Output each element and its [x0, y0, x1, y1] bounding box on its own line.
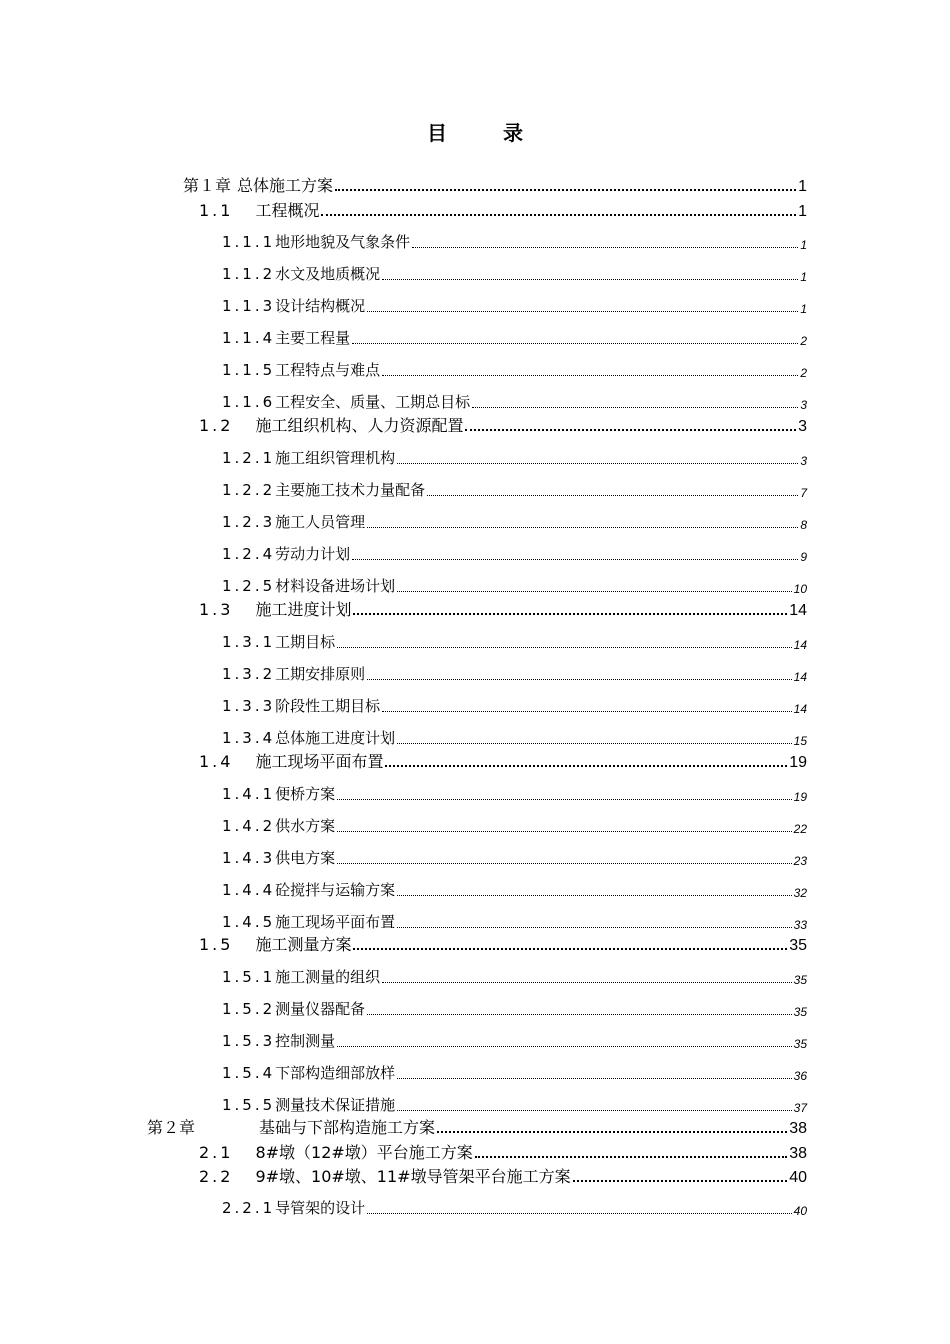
toc-entry[interactable] — [199, 197, 807, 221]
toc-entry-number: 1.1 — [199, 201, 234, 220]
toc-entry-number: 1.1.4 — [222, 329, 276, 347]
toc-page-number: 14 — [793, 670, 807, 684]
toc-entry-label — [222, 727, 395, 748]
toc-leader-dots — [335, 188, 796, 191]
toc-leader-dots — [367, 678, 791, 680]
toc-entry-label — [222, 1062, 395, 1083]
toc-entry[interactable] — [147, 1114, 807, 1138]
toc-entry-label — [222, 1030, 335, 1051]
toc-entry-number: 1.2.5 — [222, 577, 276, 595]
toc-page-number: 37 — [793, 1101, 807, 1115]
toc-entry[interactable] — [222, 660, 807, 684]
toc-page-number: 40 — [793, 1204, 807, 1218]
toc-leader-dots — [321, 213, 796, 216]
toc-entry-number: 1.3.3 — [222, 697, 276, 715]
toc-entry-number: 1.1.2 — [222, 265, 276, 283]
toc-entry-title: 便桥方案 — [275, 785, 336, 803]
toc-entry-number: 1.1.6 — [222, 393, 276, 411]
toc-entry-number: 1.4 — [199, 752, 234, 771]
toc-leader-dots — [437, 1130, 787, 1133]
toc-entry-number: 1.3.4 — [222, 729, 276, 747]
toc-leader-dots — [337, 1045, 791, 1047]
toc-leader-dots — [353, 612, 787, 615]
toc-entry-label — [222, 998, 365, 1019]
toc-entry-title: 工程安全、质量、工期总目标 — [275, 393, 471, 411]
toc-entry-number: 1.4.3 — [222, 849, 276, 867]
toc-page-number: 14 — [789, 602, 807, 619]
toc-entry-label — [222, 911, 395, 932]
toc-entry-title: 劳动力计划 — [275, 545, 351, 563]
toc-entry-label — [222, 511, 365, 532]
toc-page-number: 15 — [793, 734, 807, 748]
toc-entry-number: 1.1.5 — [222, 361, 276, 379]
toc-entry[interactable] — [222, 508, 807, 532]
page-title: 目 录 — [427, 121, 541, 145]
toc-entry-label — [199, 932, 351, 955]
toc-entry-title: 施工现场平面布置 — [275, 913, 396, 931]
toc-entry-label — [147, 1115, 435, 1138]
toc-entry[interactable] — [222, 876, 807, 900]
toc-entry-number: 1.2.2 — [222, 481, 276, 499]
toc-entry[interactable] — [222, 1027, 807, 1051]
toc-entry[interactable] — [183, 172, 807, 196]
toc-entry-label — [222, 631, 335, 652]
toc-page-number: 19 — [789, 754, 807, 771]
toc-entry-number: 1.1.1 — [222, 233, 276, 251]
toc-leader-dots — [465, 428, 796, 431]
toc-entry-number: 1.3.1 — [222, 633, 276, 651]
toc-entry-number: 1.4.5 — [222, 913, 276, 931]
toc-entry-title: 导管架的设计 — [275, 1199, 366, 1217]
toc-entry-title: 砼搅拌与运输方案 — [275, 881, 396, 899]
toc-entry[interactable] — [199, 412, 807, 436]
toc-entry-title: 施工组织机构、人力资源配置 — [255, 416, 464, 435]
toc-entry-title: 总体施工进度计划 — [275, 729, 396, 747]
toc-entry-title: 下部构造细部放样 — [275, 1064, 396, 1082]
toc-entry-title: 水文及地质概况 — [275, 265, 381, 283]
toc-entry[interactable] — [199, 748, 807, 772]
toc-leader-dots — [573, 1179, 788, 1182]
toc-entry-number: 第２章 — [147, 1118, 196, 1137]
toc-entry[interactable] — [222, 844, 807, 868]
toc-entry[interactable] — [222, 228, 807, 252]
toc-page-number: 7 — [800, 486, 807, 500]
toc-entry[interactable] — [199, 1163, 807, 1187]
toc-entry[interactable] — [222, 572, 807, 596]
toc-page-number: 1 — [800, 302, 807, 316]
toc-entry[interactable] — [222, 995, 807, 1019]
toc-page-number: 32 — [793, 886, 807, 900]
toc-entry-title: 施工组织管理机构 — [275, 449, 396, 467]
toc-entry[interactable] — [222, 628, 807, 652]
toc-entry-title: 供电方案 — [275, 849, 336, 867]
toc-entry-title: 施工进度计划 — [255, 600, 352, 619]
toc-entry[interactable] — [222, 260, 807, 284]
toc-page-number: 3 — [800, 398, 807, 412]
toc-page-number: 1 — [798, 178, 807, 195]
toc-leader-dots — [397, 742, 791, 744]
toc-page-number: 35 — [793, 1037, 807, 1051]
toc-entry-label — [183, 173, 333, 196]
toc-entry-title: 测量技术保证措施 — [275, 1096, 396, 1114]
toc-entry[interactable] — [199, 596, 807, 620]
toc-page-number: 3 — [798, 418, 807, 435]
toc-leader-dots — [367, 310, 798, 312]
toc-leader-dots — [367, 1212, 791, 1214]
toc-leader-dots — [475, 1155, 787, 1158]
toc-leader-dots — [337, 862, 791, 864]
toc-page-number: 22 — [793, 822, 807, 836]
toc-entry-number: 1.1.3 — [222, 297, 276, 315]
toc-entry[interactable] — [222, 388, 807, 412]
toc-page-number: 9 — [800, 550, 807, 564]
toc-leader-dots — [367, 526, 798, 528]
toc-entry-title: 主要工程量 — [275, 329, 351, 347]
toc-entry-label — [222, 447, 395, 468]
toc-entry-title: 总体施工方案 — [237, 176, 334, 195]
toc-entry-number: 1.2.4 — [222, 545, 276, 563]
toc-leader-dots — [385, 764, 787, 767]
toc-entry[interactable] — [222, 324, 807, 348]
toc-leader-dots — [397, 1077, 791, 1079]
toc-page-number: 1 — [800, 270, 807, 284]
toc-leader-dots — [337, 646, 791, 648]
toc-entry-label — [222, 479, 425, 500]
toc-entry[interactable] — [222, 963, 807, 987]
toc-page-number: 38 — [789, 1120, 807, 1137]
toc-entry-label — [222, 575, 395, 596]
toc-entry-title: 工期目标 — [275, 633, 336, 651]
toc-page-number: 38 — [789, 1145, 807, 1162]
toc-entry-label — [199, 1140, 473, 1163]
toc-entry[interactable] — [222, 292, 807, 316]
toc-entry-title: 控制测量 — [275, 1032, 336, 1050]
toc-page-number: 3 — [800, 454, 807, 468]
toc-page-number: 33 — [793, 918, 807, 932]
toc-entry-number: 1.2.3 — [222, 513, 276, 531]
toc-entry-number: 1.3 — [199, 600, 234, 619]
toc-entry-label — [222, 663, 365, 684]
toc-entry[interactable] — [199, 1139, 807, 1163]
toc-entry[interactable] — [222, 476, 807, 500]
toc-page-number: 2 — [800, 334, 807, 348]
toc-page-number: 8 — [800, 518, 807, 532]
toc-entry-label — [199, 413, 463, 436]
toc-leader-dots — [472, 406, 798, 408]
toc-entry-number: 2.2.1 — [222, 1199, 276, 1217]
toc-page-number: 1 — [800, 238, 807, 252]
toc-entry-number: 1.5.5 — [222, 1096, 276, 1114]
toc-leader-dots — [352, 342, 798, 344]
toc-entry-label — [222, 359, 380, 380]
toc-entry-label — [222, 695, 380, 716]
toc-entry-number: 2.2 — [199, 1167, 234, 1186]
toc-page-number: 1 — [798, 203, 807, 220]
toc-entry[interactable] — [222, 1194, 807, 1218]
toc-page-number: 35 — [793, 1005, 807, 1019]
toc-leader-dots — [382, 710, 791, 712]
toc-entry-label — [222, 327, 350, 348]
toc-entry[interactable] — [222, 1059, 807, 1083]
toc-entry-number: 1.5.1 — [222, 968, 276, 986]
toc-leader-dots — [367, 1013, 791, 1015]
toc-leader-dots — [382, 374, 798, 376]
toc-entry-label — [222, 263, 380, 284]
toc-entry-label — [222, 1094, 395, 1115]
toc-page-number: 19 — [793, 790, 807, 804]
toc-leader-dots — [397, 926, 791, 928]
toc-entry[interactable] — [222, 780, 807, 804]
toc-leader-dots — [382, 278, 798, 280]
toc-entry[interactable] — [222, 540, 807, 564]
toc-entry-label — [222, 1197, 365, 1218]
toc-leader-dots — [397, 462, 798, 464]
toc-entry-title: 施工测量的组织 — [275, 968, 381, 986]
toc-leader-dots — [397, 1109, 791, 1111]
toc-page-number: 10 — [793, 582, 807, 596]
toc-entry-title: 工程概况 — [255, 201, 320, 220]
toc-leader-dots — [427, 494, 798, 496]
toc-entry-title: 工程特点与难点 — [275, 361, 381, 379]
toc-entry-label — [222, 391, 470, 412]
toc-entry-number: 第１章 — [183, 176, 232, 195]
toc-entry-title: 施工人员管理 — [275, 513, 366, 531]
toc-entry-number: 1.2 — [199, 416, 234, 435]
toc-entry-title: 施工测量方案 — [255, 935, 352, 954]
toc-page-number: 36 — [793, 1069, 807, 1083]
toc-entry-title: 阶段性工期目标 — [275, 697, 381, 715]
toc-leader-dots — [337, 830, 791, 832]
toc-page-number: 40 — [789, 1169, 807, 1186]
toc-entry-number: 1.4.1 — [222, 785, 276, 803]
toc-leader-dots — [397, 894, 791, 896]
toc-entry-number: 1.4.4 — [222, 881, 276, 899]
toc-entry-number: 1.5.3 — [222, 1032, 276, 1050]
toc-page-number: 2 — [800, 366, 807, 380]
toc-entry[interactable] — [222, 444, 807, 468]
toc-entry-label — [199, 597, 351, 620]
toc-entry[interactable] — [222, 1091, 807, 1115]
toc-entry[interactable] — [199, 931, 807, 955]
toc-page-number: 35 — [793, 973, 807, 987]
toc-entry-label — [222, 966, 380, 987]
toc-entry-title: 地形地貌及气象条件 — [275, 233, 411, 251]
toc-entry-title: 工期安排原则 — [275, 665, 366, 683]
toc-entry-title: 8#墩（12#墩）平台施工方案 — [255, 1143, 473, 1162]
toc-entry-title: 供水方案 — [275, 817, 336, 835]
toc-entry-label — [222, 847, 335, 868]
toc-entry-title: 设计结构概况 — [275, 297, 366, 315]
toc-page-number: 35 — [789, 937, 807, 954]
toc-entry-number: 1.4.2 — [222, 817, 276, 835]
toc-entry-number: 1.5.2 — [222, 1000, 276, 1018]
toc-entry-number: 1.2.1 — [222, 449, 276, 467]
toc-entry-title: 材料设备进场计划 — [275, 577, 396, 595]
toc-entry-label — [222, 783, 335, 804]
toc-entry-number: 2.1 — [199, 1143, 234, 1162]
toc-entry-label — [222, 543, 350, 564]
toc-page-number: 14 — [793, 702, 807, 716]
toc-entry[interactable] — [222, 908, 807, 932]
toc-page-number: 23 — [793, 854, 807, 868]
toc-entry-label — [222, 231, 410, 252]
toc-entry-label — [199, 1164, 571, 1187]
toc-leader-dots — [382, 981, 791, 983]
toc-entry-number: 1.5.4 — [222, 1064, 276, 1082]
toc-entry[interactable] — [222, 724, 807, 748]
toc-leader-dots — [353, 947, 787, 950]
toc-entry[interactable] — [222, 812, 807, 836]
toc-entry-label — [222, 815, 335, 836]
toc-leader-dots — [352, 558, 798, 560]
toc-entry-label — [222, 879, 395, 900]
toc-entry-label — [199, 749, 383, 772]
toc-entry-number: 1.3.2 — [222, 665, 276, 683]
toc-entry-label — [222, 295, 365, 316]
toc-leader-dots — [397, 590, 791, 592]
toc-entry-title: 基础与下部构造施工方案 — [259, 1118, 436, 1137]
toc-entry-title: 施工现场平面布置 — [255, 752, 384, 771]
toc-entry[interactable] — [222, 692, 807, 716]
toc-leader-dots — [412, 246, 798, 248]
toc-entry[interactable] — [222, 356, 807, 380]
toc-leader-dots — [337, 798, 791, 800]
toc-page-number: 14 — [793, 638, 807, 652]
toc-entry-title: 主要施工技术力量配备 — [275, 481, 426, 499]
toc-entry-label — [199, 198, 319, 221]
toc-entry-title: 9#墩、10#墩、11#墩导管架平台施工方案 — [255, 1167, 571, 1186]
toc-entry-number: 1.5 — [199, 935, 234, 954]
toc-entry-title: 测量仪器配备 — [275, 1000, 366, 1018]
